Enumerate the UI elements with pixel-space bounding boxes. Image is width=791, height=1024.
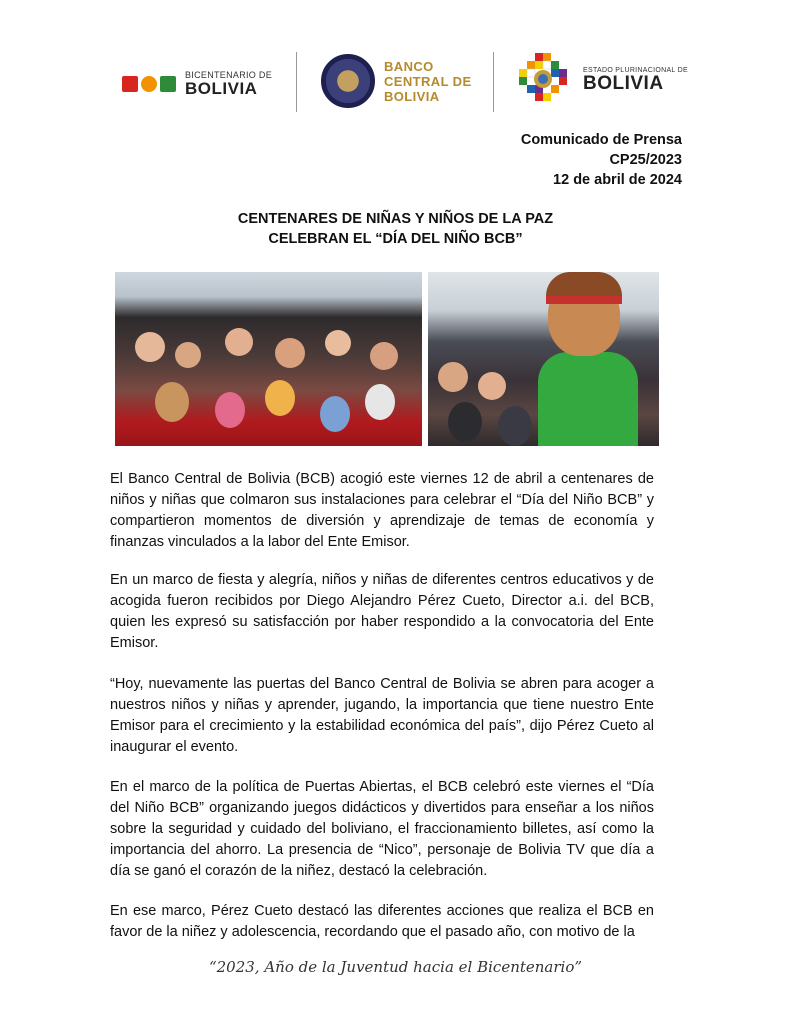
bcb-name-line3: BOLIVIA xyxy=(384,89,440,104)
doc-number: CP25/2023 xyxy=(609,152,682,168)
bicentenario-big-text: BOLIVIA xyxy=(185,79,258,98)
paragraph-5: En ese marco, Pérez Cueto destacó las diferentes acciones que realiza el BCB en favor de la niñez y adolescencia, recordando que el pasado año, con motivo de la xyxy=(110,903,654,940)
paragraph-2: En un marco de fiesta y alegría, niños y niñas de diferentes centros educativos y de acogida fueron recibidos por Diego Alejandro Pérez Cueto, Director a.i. del BCB, quien les expresó su satisfacción por haber respondido a la convocatoria del Ente Emisor. xyxy=(110,572,654,651)
bicentenario-sun-icon xyxy=(141,76,157,92)
bcb-seal-icon xyxy=(321,54,375,108)
wiphala-shield-icon xyxy=(517,53,573,109)
doc-date: 12 de abril de 2024 xyxy=(553,172,682,188)
headline xyxy=(0,209,791,249)
photo-nico-mascot xyxy=(428,272,659,446)
bicentenario-green-square-icon xyxy=(160,76,176,92)
doc-type: Comunicado de Prensa xyxy=(520,132,682,148)
headline-line2: CELEBRAN EL “DÍA DEL NIÑO BCB” xyxy=(268,231,523,247)
header-divider xyxy=(296,52,297,112)
estado-small-text: ESTADO PLURINACIONAL DE xyxy=(583,67,688,74)
estado-big-text: BOLIVIA xyxy=(583,73,664,94)
photo-children-crowd xyxy=(115,272,422,446)
press-release-meta xyxy=(521,130,682,190)
estado-plurinacional-logo-text xyxy=(583,67,688,93)
bcb-name-line1: BANCO xyxy=(384,59,434,74)
nico-mascot-body xyxy=(538,352,638,446)
page-header xyxy=(0,50,791,114)
paragraph-3: “Hoy, nuevamente las puertas del Banco Central de Bolivia se abren para acoger a nuestros niños y niñas y aprender, jugando, la importancia que tiene nuestro Ente Emisor para el crecimiento y la estabilidad económica del país”, dijo Pérez Cueto al inaugurar el evento. xyxy=(110,676,654,755)
bcb-name-line2: CENTRAL DE xyxy=(384,74,472,89)
headline-line1: CENTENARES DE NIÑAS Y NIÑOS DE LA PAZ xyxy=(237,211,554,227)
nico-mascot-headband xyxy=(546,296,622,304)
paragraph-4: En el marco de la política de Puertas Abiertas, el BCB celebró este viernes el “Día del Niño BCB” organizando juegos didácticos y divertidos para enseñar a los niños sobre la seguridad y cuidado del boliviano, el fraccionamiento billetes, así como la importancia del ahorro. La presencia de “Nico”, personaje de Bolivia TV que día a día se ganó el corazón de la niñez, destacó la celebración. xyxy=(110,779,654,879)
header-divider xyxy=(493,52,494,112)
footer-motto: “2023, Año de la Juventud hacia el Bicentenario” xyxy=(208,958,583,976)
bicentenario-logo xyxy=(122,70,272,98)
bicentenario-small-text: BICENTENARIO DE xyxy=(185,70,273,80)
bicentenario-red-square-icon xyxy=(122,76,138,92)
bcb-logo-text xyxy=(384,59,472,104)
paragraph-1: El Banco Central de Bolivia (BCB) acogió este viernes 12 de abril a centenares de niños y niñas que colmaron sus instalaciones para celebrar el “Día del Niño BCB” y compartieron momentos de diversión y aprendizaje de temas de economía y finanzas vinculados a la labor del Ente Emisor. xyxy=(110,471,654,550)
